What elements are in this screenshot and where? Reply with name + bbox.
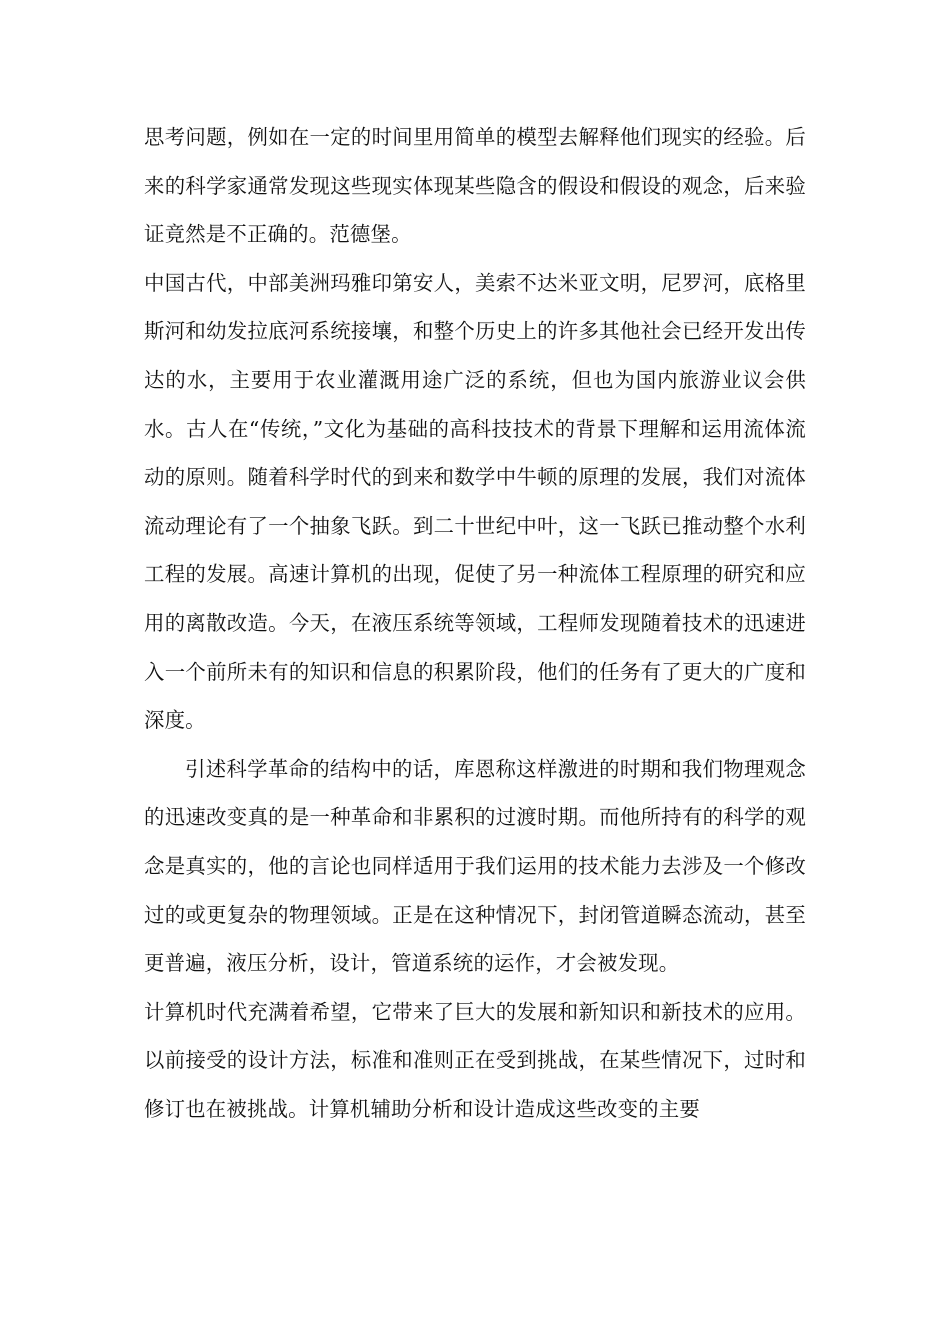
paragraph-3: 引述科学革命的结构中的话，库恩称这样激进的时期和我们物理观念的迅速改变真的是一种革命和非累积的过渡时期。而他所持有的科学的观念是真实的，他的言论也同样适用于我们运用的技术能力去涉及一个修改过的或更复杂的物理领域。正是在这种情况下，封闭管道瞬态流动，甚至更普遍，液压分析，设计，管道系统的运作，才会被发现。 [144, 756, 806, 976]
paragraph-2: 中国古代，中部美洲玛雅印第安人，美索不达米亚文明，尼罗河，底格里斯河和幼发拉底河系统接壤，和整个历史上的许多其他社会已经开发出传达的水，主要用于农业灌溉用途广泛的系统，但也为国内旅游业议会供水。古人在“传统，”文化为基础的高科技技术的背景下理解和运用流体流动的原则。随着科学时代的到来和数学中牛顿的原理的发展，我们对流体流动理论有了一个抽象飞跃。到二十世纪中叶，这一飞跃已推动整个水利工程的发展。高速计算机的出现，促使了另一种流体工程原理的研究和应用的离散改造。今天，在液压系统等领域，工程师发现随着技术的迅速进入一个前所未有的知识和信息的积累阶段，他们的任务有了更大的广度和深度。 [144, 270, 806, 733]
paragraph-1: 思考问题，例如在一定的时间里用简单的模型去解释他们现实的经验。后来的科学家通常发现这些现实体现某些隐含的假设和假设的观念，后来验证竟然是不正确的。范德堡。 [144, 125, 806, 247]
document-body [144, 113, 806, 1133]
paragraph-4: 计算机时代充满着希望，它带来了巨大的发展和新知识和新技术的应用。以前接受的设计方法，标准和准则正在受到挑战，在某些情况下，过时和修订也在被挑战。计算机辅助分析和设计造成这些改变的主要 [144, 999, 806, 1121]
